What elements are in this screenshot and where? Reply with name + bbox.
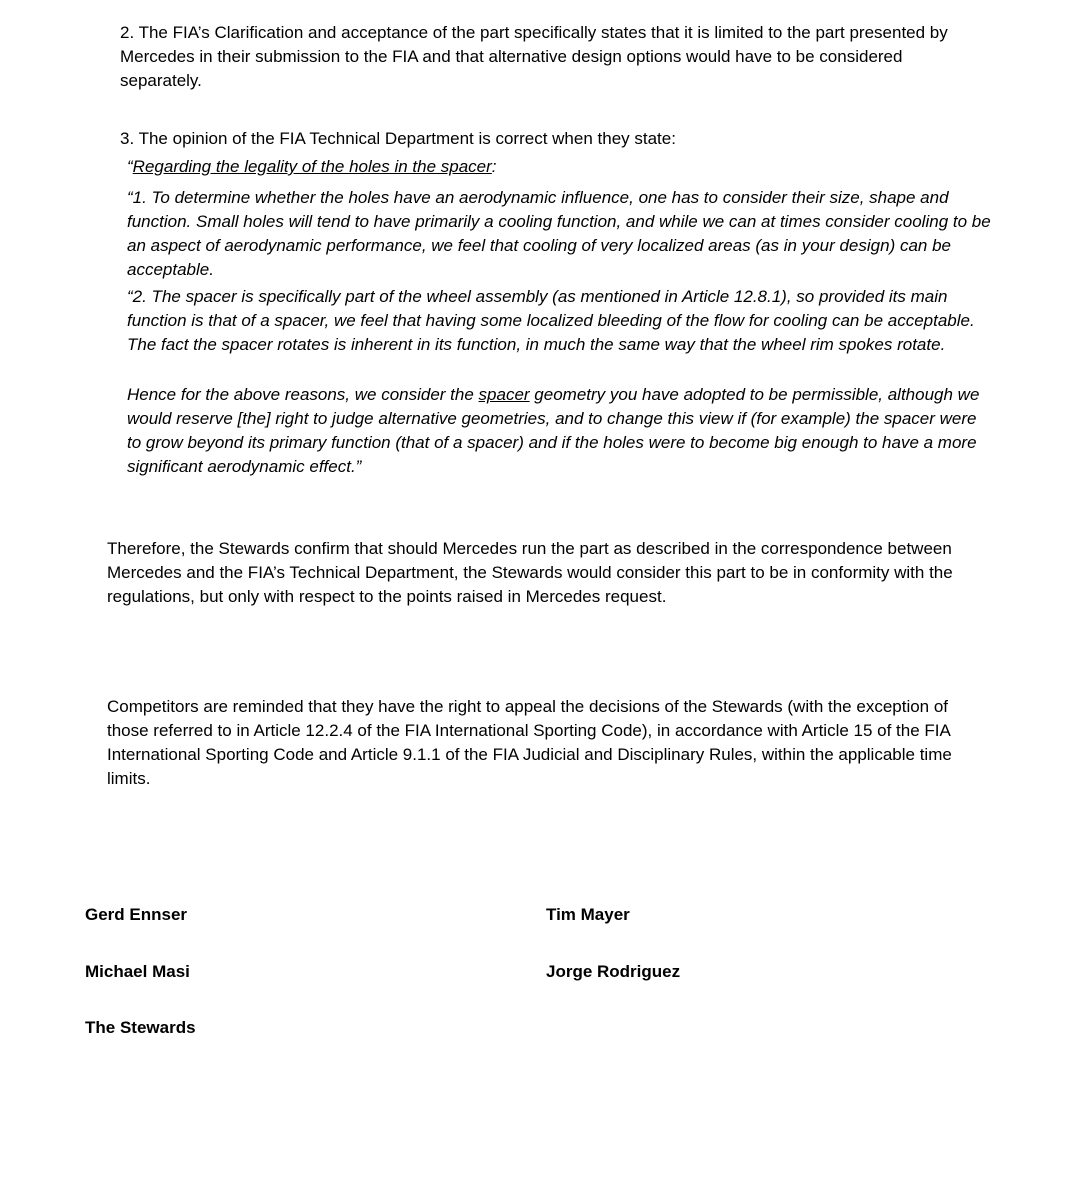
signature-gerd-ennser: Gerd Ennser [85,905,188,924]
quote-heading [127,155,1017,179]
quote-paragraph-1: “1. To determine whether the holes have an aerodynamic influence, one has to consider their size, shape and function. Small holes will tend to have primarily a cooling function, and while we can at times consider cooling to be an aspect of aerodynamic performance, we feel that cooling of very localized areas (as in your design) can be acceptable. [127,188,991,279]
stewards-confirmation-paragraph: Therefore, the Stewards confirm that should Mercedes run the part as described in the correspondence between Mercedes and the FIA’s Technical Department, the Stewards would consider this part to be in conformity with the regulations, but only with respect to the points raised in Mercedes request. [107,539,953,606]
quote-paragraph-3 [127,383,991,479]
numbered-item-2: 2. The FIA’s Clarification and acceptance of the part specifically states that it is limited to the part presented by Mercedes in their submission to the FIA and that alternative design options would have to be considered separately. [120,23,948,90]
signature-the-stewards: The Stewards [85,1018,196,1037]
signature-michael-masi: Michael Masi [85,962,190,981]
quote-paragraph-3-rest: geometry you have adopted to be permissible, although we would reserve [the] right to judge alternative geometries, and to change this view if (for example) the spacer were to grow beyond its primary function (that of a spacer) and if the holes were to become big enough to have a more significant aerodynamic effect.” [127,385,980,476]
signature-jorge-rodriguez: Jorge Rodriguez [546,962,681,981]
numbered-item-3: 3. The opinion of the FIA Technical Department is correct when they state: [120,129,676,148]
quote-heading-colon: : [491,157,497,176]
quote-paragraph-2: “2. The spacer is specifically part of the wheel assembly (as mentioned in Article 12.8.1), so provided its main function is that of a spacer, we feel that having some localized bleeding of the flow for cooling can be acceptable. The fact the spacer rotates is inherent in its function, in much the same way that the wheel rim spokes rotate. [127,287,975,354]
quote-paragraph-3-lead: Hence for the above reasons, we consider the [127,385,479,404]
quote-heading-open-quote: “ [127,157,133,176]
quote-paragraph-3-underlined-word: spacer [478,385,530,404]
appeal-rights-paragraph: Competitors are reminded that they have the right to appeal the decisions of the Stewards (with the exception of those referred to in Article 12.2.4 of the FIA International Sporting Code), in accordance with Article 15 of the FIA International Sporting Code and Article 9.1.1 of the FIA Judicial and Disciplinary Rules, within the applicable time limits. [107,697,952,788]
quote-heading-underlined-text: Regarding the legality of the holes in the spacer [132,157,492,176]
signature-tim-mayer: Tim Mayer [546,905,630,924]
